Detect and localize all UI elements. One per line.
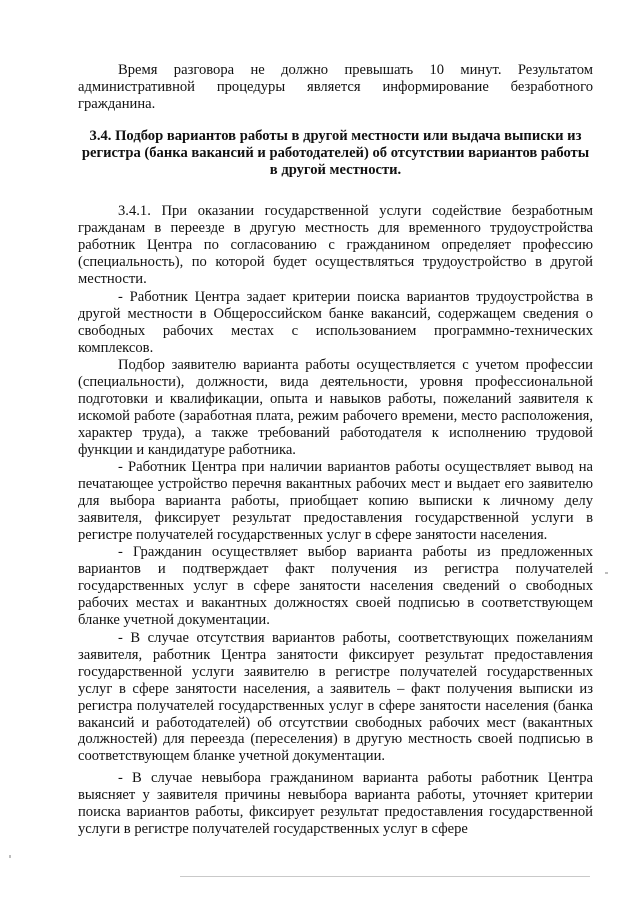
- paragraph-no-choice: - В случае невыбора гражданином варианта работы работник Центра выясняет у заявителя причины невыбора варианта работы, уточняет критерии поиска вариантов работы, фиксирует результат предоставления государственной услуги в регистре получателей государственных услуг в сфере: [78, 770, 593, 837]
- scan-mark-left: [9, 855, 11, 858]
- paragraph-search-criteria: - Работник Центра задает критерии поиска вариантов трудоустройства в другой местности в Общероссийском банке вакансий, содержащем сведения о свободных рабочих местах с использованием программно-технических комплексов.: [78, 289, 593, 356]
- bottom-rule: [180, 876, 590, 877]
- intro-paragraph: Время разговора не должно превышать 10 минут. Результатом административной процедуры является информирование безработного гражданина.: [78, 62, 593, 112]
- paragraph-3-4-1: 3.4.1. При оказании государственной услуги содействие безработным гражданам в переезде в другую местность для временного трудоустройства работник Центра по согласованию с гражданином определяет профессию (специальность), по которой будет осуществляться трудоустройство в другой местности.: [78, 203, 593, 287]
- paragraph-printout: - Работник Центра при наличии вариантов работы осуществляет вывод на печатающее устройство перечня вакантных рабочих мест и выдает его заявителю для выбора варианта работы, приобщает копию выписки к личному делу заявителя, фиксирует результат предоставления государственной услуги в регистре получателей государственных услуг в сфере занятости населения.: [78, 459, 593, 543]
- paragraph-job-selection: Подбор заявителю варианта работы осуществляется с учетом профессии (специальности), должности, вида деятельности, уровня профессиональной подготовки и квалификации, опыта и навыков работы, пожеланий заявителя к искомой работе (заработная плата, режим рабочего времени, место расположения, характер труда), а также требований работодателя к исполнению трудовой функции и кандидатуре работника.: [78, 357, 593, 458]
- paragraph-citizen-choice: - Гражданин осуществляет выбор варианта работы из предложенных вариантов и подтверждает факт получения из регистра получателей государственных услуг в сфере занятости населения сведений о свободных рабочих местах и вакантных должностях своей подписью в соответствующем бланке учетной документации.: [78, 544, 593, 628]
- scan-mark: [605, 572, 608, 574]
- paragraph-no-vacancies: - В случае отсутствия вариантов работы, соответствующих пожеланиям заявителя, работник Центра занятости фиксирует результат предоставления государственной услуги заявителю в регистре получателей государственных услуг в сфере занятости населения, а заявитель – факт получения выписки из регистра получателей государственных услуг в сфере занятости населения (банка вакансий и работодателей) об отсутствии свободных рабочих мест (вакантных должностей) для переезда (переселения) в другую местность своей подписью в соответствующем бланке учетной документации.: [78, 630, 593, 765]
- section-heading: 3.4. Подбор вариантов работы в другой местности или выдача выписки из регистра (банка вакансий и работодателей) об отсутствии вариантов работы в другой местности.: [81, 128, 590, 178]
